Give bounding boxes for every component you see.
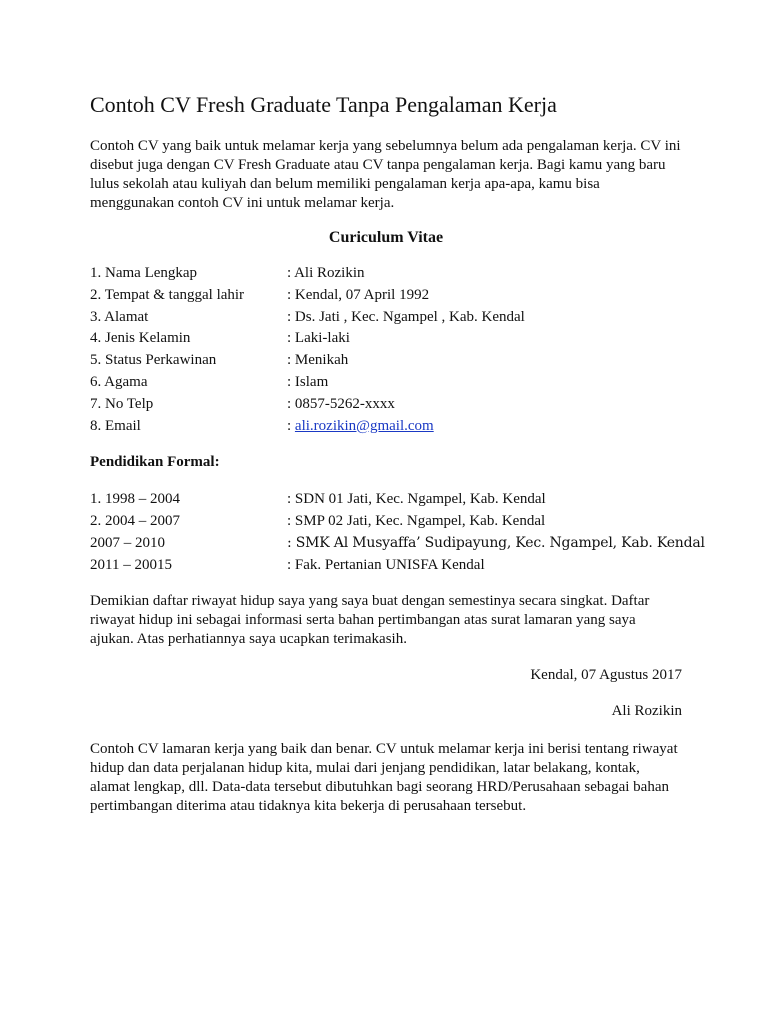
personal-row-marital [90, 350, 682, 372]
row-value: : Islam [287, 373, 329, 390]
place-date: Kendal, 07 Agustus 2017 [530, 666, 682, 683]
personal-row-phone [90, 394, 682, 416]
row-label: 1. 1998 – 2004 [90, 491, 180, 508]
row-label: 4. Jenis Kelamin [90, 330, 191, 347]
row-value: : SDN 01 Jati, Kec. Ngampel, Kab. Kendal [287, 491, 546, 508]
row-label: 3. Alamat [90, 308, 149, 325]
education-row [90, 533, 705, 555]
row-label: 6. Agama [90, 373, 148, 390]
personal-row-name [90, 263, 682, 285]
education-row [90, 511, 682, 533]
row-label: 2. 2004 – 2007 [90, 513, 180, 530]
education-row [90, 555, 682, 577]
row-label: 2011 – 20015 [90, 556, 172, 573]
row-value: : SMK Al Musyaffa’ Sudipayung, Kec. Ngampel, Kab. Kendal [287, 534, 705, 551]
row-label: 5. Status Perkawinan [90, 352, 217, 369]
intro-paragraph: Contoh CV yang baik untuk melamar kerja yang sebelumnya belum ada pengalaman kerja. CV ini disebut juga dengan CV Fresh Graduate atau CV tanpa pengalaman kerja. Bagi kamu yang baru lulus sekolah atau kuliyah dan belum memiliki pengalaman kerja apa-apa, kamu bisa menggunakan contoh CV ini untuk melamar kerja. [90, 138, 681, 211]
row-value: : Ali Rozikin [287, 265, 365, 281]
row-value: : Kendal, 07 April 1992 [287, 286, 430, 303]
row-value: : SMP 02 Jati, Kec. Ngampel, Kab. Kendal [287, 513, 546, 530]
education-heading: Pendidikan Formal: [90, 454, 220, 471]
personal-row-address [90, 307, 682, 329]
row-label: 8. Email [90, 417, 141, 434]
row-value [287, 416, 682, 438]
education-row [90, 489, 682, 511]
row-value: : Ds. Jati , Kec. Ngampel , Kab. Kendal [287, 308, 525, 325]
row-label: 7. No Telp [90, 395, 154, 412]
row-label: 2007 – 2010 [90, 534, 165, 551]
document-title: Contoh CV Fresh Graduate Tanpa Pengalaman Kerja [90, 92, 557, 117]
row-value: : 0857-5262-xxxx [287, 395, 395, 412]
personal-row-birth [90, 285, 682, 307]
row-label: 2. Tempat & tanggal lahir [90, 286, 245, 303]
personal-row-email [90, 416, 682, 438]
row-value: : Menikah [287, 352, 349, 369]
personal-row-religion [90, 372, 682, 394]
footer-paragraph: Contoh CV lamaran kerja yang baik dan benar. CV untuk melamar kerja ini berisi tentang riwayat hidup dan data perjalanan hidup kita, mulai dari jenjang pendidikan, latar belakang, kontak, alamat lengkap, dll. Data-data tersebut dibutuhkan bagi seorang HRD/Perusahaan sebagai bahan pertimbangan diterima atau tidaknya kita bekerja di perusahaan tersebut. [90, 740, 678, 814]
document-page [90, 88, 705, 816]
row-value: : Fak. Pertanian UNISFA Kendal [287, 556, 485, 573]
cv-heading: Curiculum Vitae [328, 229, 444, 246]
email-colon: : [287, 417, 295, 434]
closing-paragraph: Demikian daftar riwayat hidup saya yang saya buat dengan semestinya secara singkat. Daftar riwayat hidup ini sebagai informasi serta bahan pertimbangan atas surat lamaran yang saya ajukan. Atas perhatiannya saya ucapkan terimakasih. [90, 592, 650, 647]
row-label: 1. Nama Lengkap [90, 265, 198, 281]
personal-data-list [90, 263, 682, 437]
signature-name: Ali Rozikin [611, 702, 682, 719]
email-link[interactable]: ali.rozikin@gmail.com [294, 417, 434, 434]
personal-row-gender [90, 328, 682, 350]
row-value: : Laki-laki [287, 330, 350, 347]
education-list [90, 489, 705, 576]
